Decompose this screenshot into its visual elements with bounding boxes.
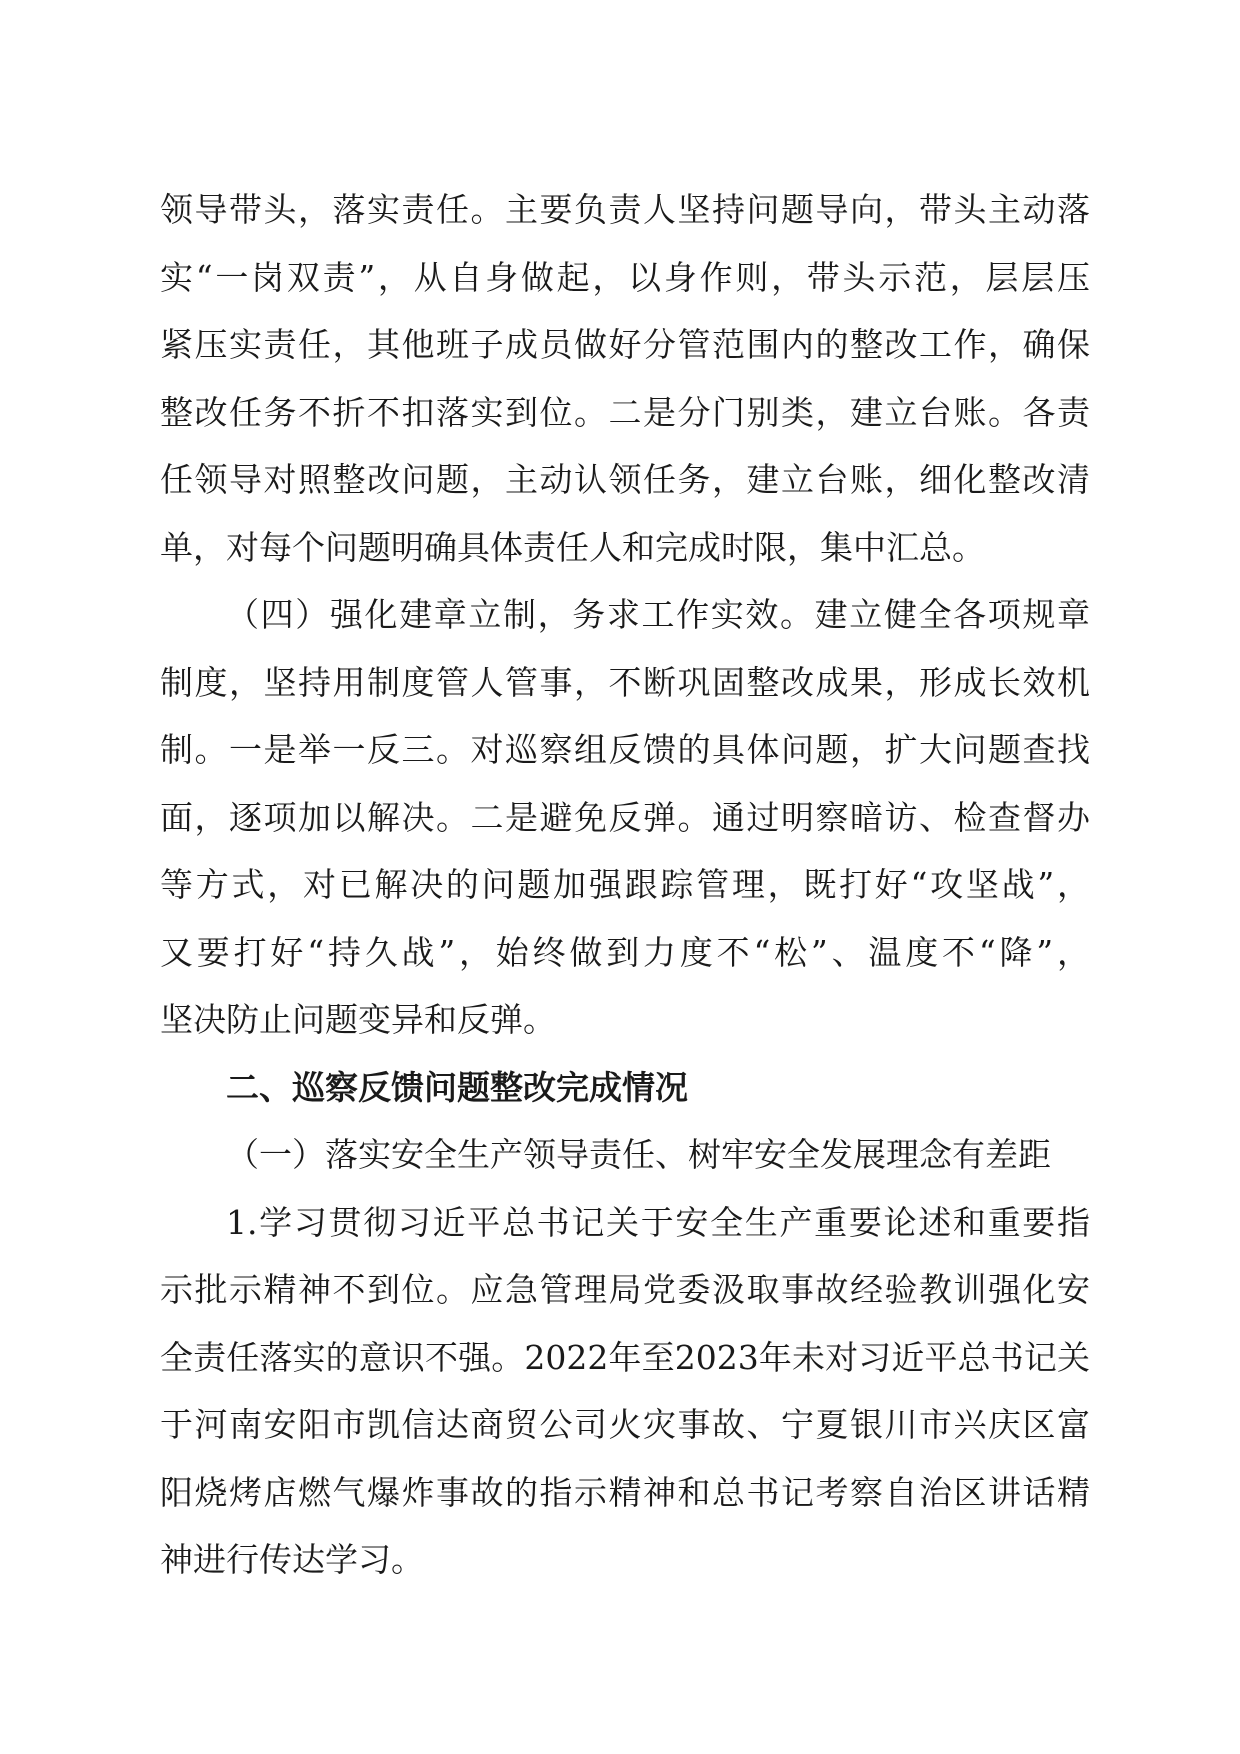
item-paragraph-start: 1.学习贯彻习近平总书记关于安全生产重要论述和重要指 — [226, 1203, 1090, 1242]
paragraph-line: 制度，坚持用制度管人管事，不断巩固整改成果，形成长效机 — [160, 663, 1090, 702]
section-heading: 二、巡察反馈问题整改完成情况 — [226, 1068, 688, 1107]
paragraph-line: 等方式，对已解决的问题加强跟踪管理，既打好“攻坚战”， — [160, 865, 1090, 904]
paragraph-line: 神进行传达学习。 — [160, 1540, 424, 1579]
paragraph-line: 整改任务不折不扣落实到位。二是分门别类，建立台账。各责 — [160, 393, 1090, 432]
paragraph-line: 单，对每个问题明确具体责任人和完成时限，集中汇总。 — [160, 528, 985, 567]
paragraph-line: 任领导对照整改问题，主动认领任务，建立台账，细化整改清 — [160, 460, 1090, 499]
paragraph-line: 又要打好“持久战”，始终做到力度不“松”、温度不“降”， — [160, 933, 1090, 972]
paragraph-line: 于河南安阳市凯信达商贸公司火灾事故、宁夏银川市兴庆区富 — [160, 1405, 1090, 1444]
subsection-heading: （一）落实安全生产领导责任、树牢安全发展理念有差距 — [226, 1135, 1051, 1174]
paragraph-line: 全责任落实的意识不强。2022年至2023年未对习近平总书记关 — [160, 1338, 1090, 1377]
section-paragraph-start: （四）强化建章立制，务求工作实效。建立健全各项规章 — [226, 595, 1090, 634]
paragraph-line: 阳烧烤店燃气爆炸事故的指示精神和总书记考察自治区讲话精 — [160, 1473, 1090, 1512]
paragraph-line: 制。一是举一反三。对巡察组反馈的具体问题，扩大问题查找 — [160, 730, 1090, 769]
paragraph-line: 坚决防止问题变异和反弹。 — [160, 1000, 556, 1039]
paragraph-line: 面，逐项加以解决。二是避免反弹。通过明察暗访、检查督办 — [160, 798, 1090, 837]
paragraph-line: 紧压实责任，其他班子成员做好分管范围内的整改工作，确保 — [160, 325, 1090, 364]
paragraph-line: 实“一岗双责”，从自身做起，以身作则，带头示范，层层压 — [160, 258, 1090, 297]
paragraph-line: 领导带头，落实责任。主要负责人坚持问题导向，带头主动落 — [160, 190, 1090, 229]
paragraph-line: 示批示精神不到位。应急管理局党委汲取事故经验教训强化安 — [160, 1270, 1090, 1309]
